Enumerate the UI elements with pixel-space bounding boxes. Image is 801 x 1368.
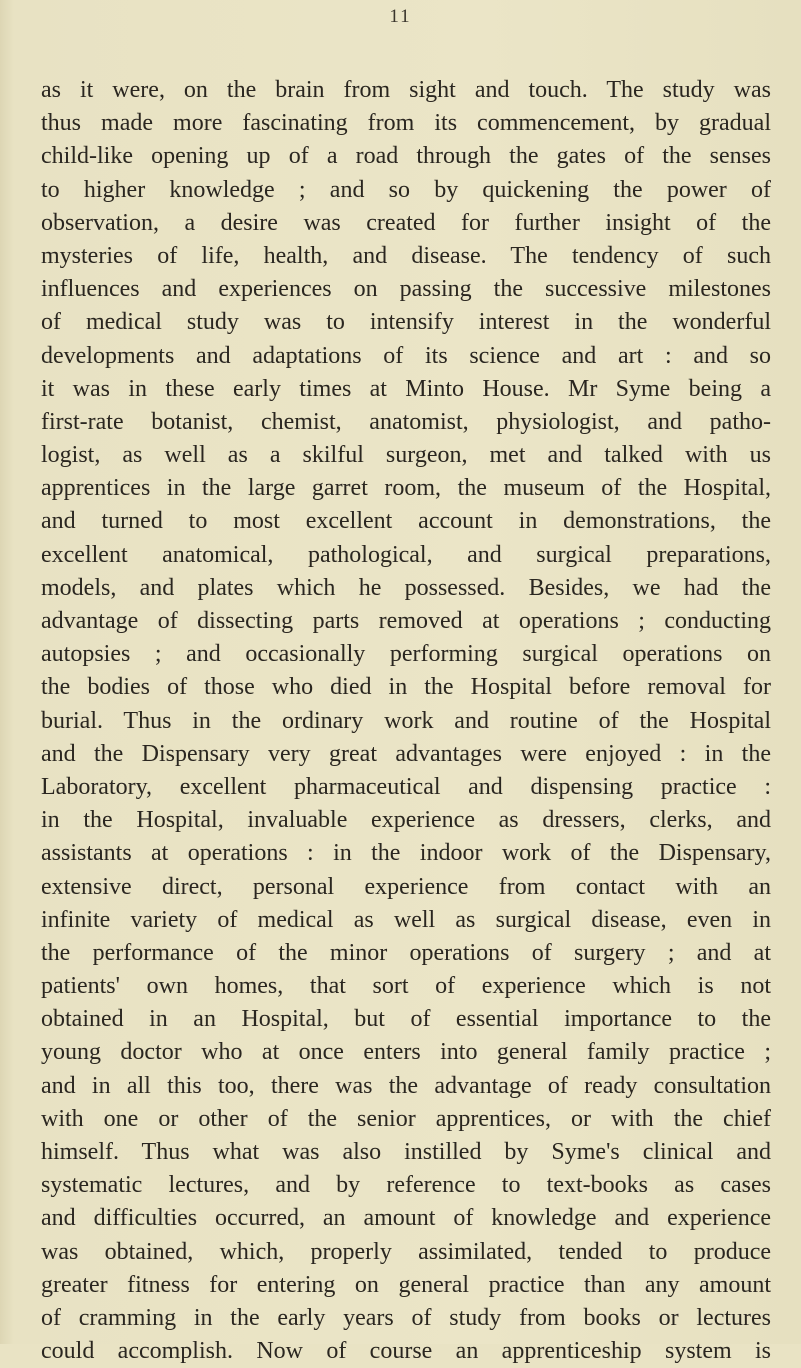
text-line: could accomplish. Now of course an apprenticeship system is <box>41 1338 771 1365</box>
text-line: with one or other of the senior apprentices, or with the chief <box>41 1105 771 1132</box>
text-line: excellent anatomical, pathological, and surgical preparations, <box>41 541 771 568</box>
text-line: logist, as well as a skilful surgeon, met and talked with us <box>41 442 771 469</box>
text-line: to higher knowledge ; and so by quickening the power of <box>41 176 771 203</box>
text-line: child-like opening up of a road through the gates of the senses <box>41 143 771 170</box>
text-line: young doctor who at once enters into general family practice ; <box>41 1039 771 1066</box>
text-line: in the Hospital, invaluable experience as dressers, clerks, and <box>41 807 771 834</box>
text-line: of cramming in the early years of study from books or lectures <box>41 1304 771 1331</box>
text-line: first-rate botanist, chemist, anatomist, physiologist, and patho- <box>41 408 771 435</box>
text-line: Laboratory, excellent pharmaceutical and dispensing practice : <box>41 773 771 800</box>
text-line: himself. Thus what was also instilled by Syme's clinical and <box>41 1139 771 1165</box>
text-line: and in all this too, there was the advantage of ready consultation <box>41 1072 771 1099</box>
text-line: greater fitness for entering on general practice than any amount <box>41 1271 771 1298</box>
text-line: mysteries of life, health, and disease. The tendency of such <box>41 242 771 269</box>
text-line: patients' own homes, that sort of experience which is not <box>41 973 771 1000</box>
text-line: thus made more fascinating from its commencement, by gradual <box>41 110 771 137</box>
text-line: of medical study was to intensify interest in the wonderful <box>41 309 771 336</box>
text-line: autopsies ; and occasionally performing surgical operations on <box>41 641 771 668</box>
text-line: and turned to most excellent account in demonstrations, the <box>41 508 771 535</box>
page-number: 11 <box>389 6 412 27</box>
text-line: it was in these early times at Minto House. Mr Syme being a <box>41 375 771 402</box>
text-line: extensive direct, personal experience from contact with an <box>41 873 771 900</box>
text-line: the bodies of those who died in the Hospital before removal for <box>41 674 771 701</box>
text-line: the performance of the minor operations of surgery ; and at <box>41 939 771 966</box>
text-line: models, and plates which he possessed. Besides, we had the <box>41 574 771 601</box>
text-line: as it were, on the brain from sight and touch. The study was <box>41 77 771 103</box>
text-line: burial. Thus in the ordinary work and routine of the Hospital <box>41 707 771 734</box>
text-line: systematic lectures, and by reference to text-books as cases <box>41 1172 771 1199</box>
text-line: influences and experiences on passing the successive milestones <box>41 276 771 303</box>
text-line: was obtained, which, properly assimilated, tended to produce <box>41 1238 771 1265</box>
text-line: assistants at operations : in the indoor work of the Dispensary, <box>41 840 771 867</box>
text-line: obtained in an Hospital, but of essential importance to the <box>41 1006 771 1033</box>
text-line: and difficulties occurred, an amount of knowledge and experience <box>41 1205 771 1232</box>
text-line: developments and adaptations of its science and art : and so <box>41 342 771 369</box>
text-line: apprentices in the large garret room, the museum of the Hospital, <box>41 475 771 502</box>
text-line: advantage of dissecting parts removed at operations ; conducting <box>41 608 771 634</box>
text-line: and the Dispensary very great advantages were enjoyed : in the <box>41 740 771 767</box>
body-text <box>41 74 771 1368</box>
text-line: infinite variety of medical as well as surgical disease, even in <box>41 906 771 933</box>
text-line: observation, a desire was created for further insight of the <box>41 209 771 236</box>
